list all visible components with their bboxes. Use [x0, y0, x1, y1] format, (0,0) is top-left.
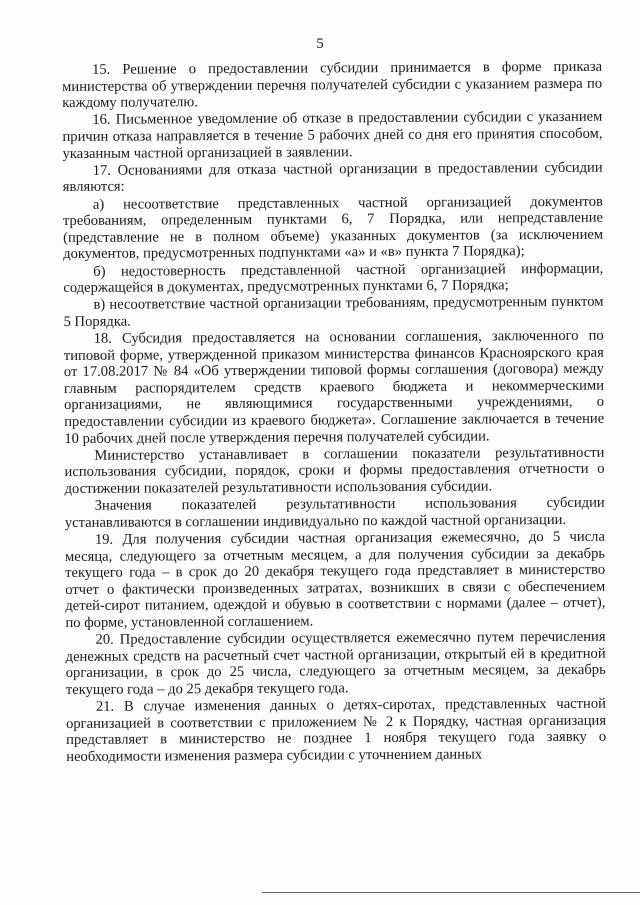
paragraph-17: 17. Основаниями для отказа частной организации в предоставлении субсидии являются:	[62, 159, 603, 196]
paragraph-17a: а) несоответствие представленных частной организацией документов требованиям, определенным пунктами 6, 7 Порядка, или непредставление (представление не в полном объеме) указанных документов (за исключением документов, предусмотренных подпунктами «а» и «в» пункта 7 Порядка);	[62, 193, 604, 263]
paragraph-18-values: Значения показателей результативности использования субсидии устанавливаются в соглашении индивидуально по каждой частной организации.	[64, 494, 605, 531]
paragraph-17v: в) несоответствие частной организации требованиям, предусмотренным пунктом 5 Порядка.	[63, 293, 604, 330]
paragraph-20: 20. Предоставление субсидии осуществляется ежемесячно путем перечисления денежных средств на расчетный счет частной организации, открытый ей в кредитной организации, в срок до 25 числа, следующего за отчетным месяцем, за декабрь текущего года – до 25 декабря текущего года.	[65, 628, 606, 698]
paragraph-16: 16. Письменное уведомление об отказе в предоставлении субсидии с указанием причин отказа направляется в течение 5 рабочих дней со дня его принятия способом, указанным частной организацией в заявлении.	[62, 109, 603, 162]
paragraph-19: 19. Для получения субсидии частная организация ежемесячно, до 5 числа месяца, следующего за отчетным месяцем, а для получения субсидии за декабрь текущего года – в срок до 20 декабря текущего года представляет в министерство отчет о фактически произведенных затратах, возникших в связи с обеспечением детей-сирот питанием, одеждой и обувью в соответствии с нормами (далее – отчет), по форме, установленной соглашением.	[64, 528, 606, 631]
paragraph-18: 18. Субсидия предоставляется на основании соглашения, заключенного по типовой форме, утвержденной приказом министерства финансов Красноярского края от 17.08.2017 № 84 «Об утверждении типовой формы соглашения (договора) между главным распорядителем средств краевого бюджета и некоммерческими организациями, не являющимися государственными учреждениями, о предоставлении субсидии из краевого бюджета». Соглашение заключается в течение 10 рабочих дней после утверждения перечня получателей субсидии.	[63, 327, 605, 447]
bottom-rule	[262, 892, 640, 893]
document-body	[62, 59, 606, 766]
paragraph-21: 21. В случае изменения данных о детях-сиротах, представленных частной организацией в соответствии с приложением № 2 к Порядку, частная организация представляет в министерство не позднее 1 ноября текущего года заявку о необходимости изменения размера субсидии с уточнением данных	[65, 695, 607, 765]
paragraph-17b: б) недостоверность представленной частной организацией информации, содержащейся в документах, предусмотренных пунктами 6, 7 Порядка;	[63, 260, 604, 297]
paragraph-18-indicators: Министерство устанавливает в соглашении показатели результативности использования субсидии, порядок, сроки и формы предоставления отчетности о достижении показателей результативности использования субсидии.	[64, 444, 605, 497]
page-number: 5	[316, 36, 324, 52]
paragraph-15: 15. Решение о предоставлении субсидии принимается в форме приказа министерства об утверждении перечня получателей субсидии с указанием размера по каждому получателю.	[62, 58, 603, 112]
